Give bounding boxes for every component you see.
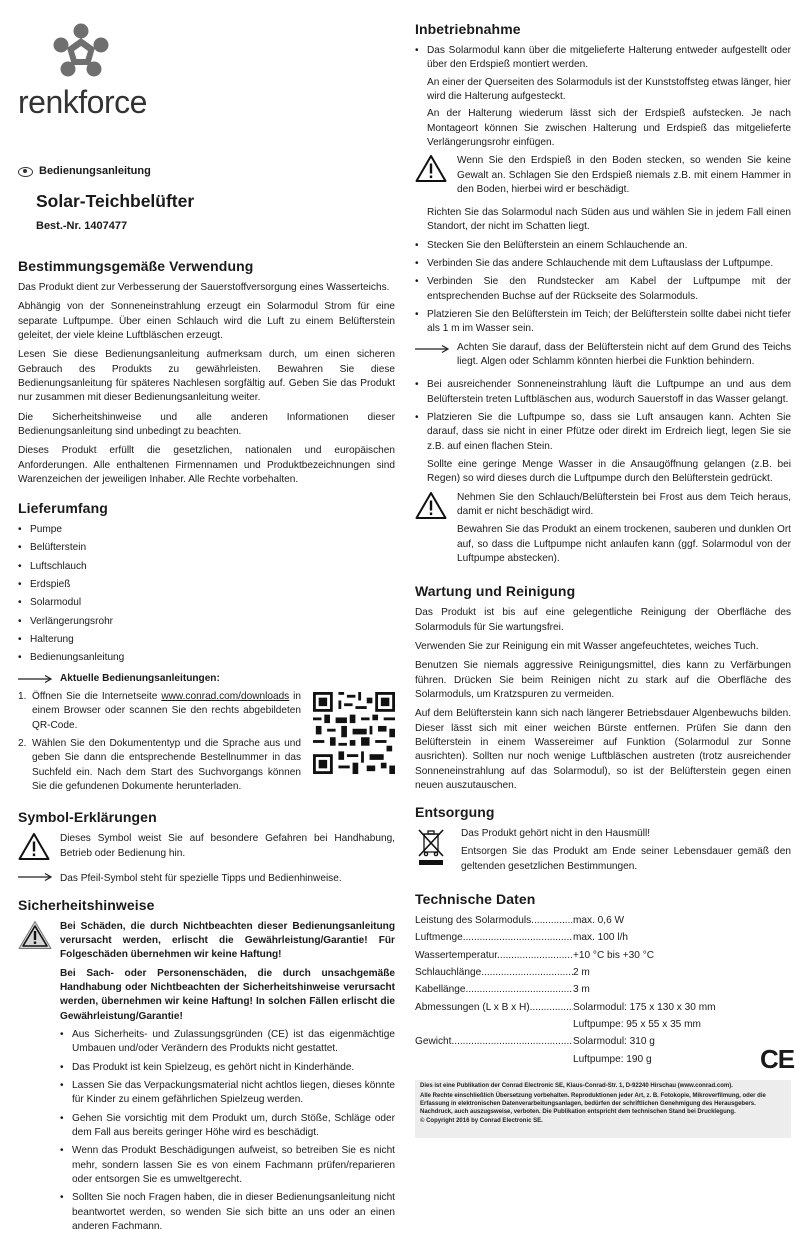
- intended-use-p3: Lesen Sie diese Bedienungsanleitung aufmerksam durch, um einen sicheren Gebrauch des Produkts zu gewährleisten. Bewahren Sie diese Bedienungsanleitung für späteres Nachlesen sorgfältig auf. Geben Sie das Produkt nur zusammen mit dieser Bedienungsanleitung weiter.: [18, 349, 395, 404]
- intended-use-heading: Bestimmungsgemäße Verwendung: [18, 258, 254, 275]
- arrow-icon: [415, 345, 449, 353]
- warning-triangle-icon: [18, 920, 52, 950]
- safety-warranty-note: Bei Schäden, die durch Nichtbeachten dieser Bedienungsanleitung verursacht werden, erlischt die Gewährleistung/Garantie! Für Folgeschäden übernehmen wir keine Haftung!: [60, 920, 395, 961]
- commissioning-list-1: [415, 44, 791, 150]
- table-row: Gewicht ..... Solarmodul: 310 g: [415, 1035, 791, 1049]
- renkforce-star-icon: [51, 22, 111, 82]
- safety-block: [18, 920, 395, 1239]
- list-item: • Das Solarmodul kann über die mitgelieferte Halterung entweder aufgestellt oder über den Erdspieß montiert werden. An einer der Querseiten des Solarmoduls ist der Kunststoffsteg etwas länger, hier wird die Halterung aufgesteckt. An der Halterung wiederum lässt sich der Erdspieß aufstecken. Je nach Montageort können Sie zwischen Halterung und Erdspieß das mitgelieferte Verlängerungsrohr einfügen.: [415, 44, 791, 150]
- list-item: 2. Wählen Sie den Dokumententyp und die Sprache aus und geben Sie dann die entsprechende Bestellnummer in das Suchfeld ein. Nach dem Start des Suchvorgangs können Sie die gefundenen Dokumente herunterladen.: [18, 738, 301, 792]
- warning-triangle-icon: [415, 154, 447, 183]
- list-item: 1. Öffnen Sie die Internetseite www.conrad.com/downloads in einem Browser oder scannen Sie den rechts abgebildeten QR-Code.: [18, 691, 301, 731]
- list-item: • Lassen Sie das Verpackungsmaterial nicht achtlos liegen, dieses könnte für Kinder zu einem gefährlichen Spielzeug werden.: [60, 1079, 395, 1108]
- tech-heading: Technische Daten: [415, 891, 536, 908]
- frost-warning-text: Nehmen Sie den Schlauch/Belüfterstein bei Frost aus dem Teich heraus, damit er nicht beschädigt wird.: [457, 491, 791, 518]
- arrow-icon: [18, 675, 52, 683]
- disposal-heading: Entsorgung: [415, 804, 495, 821]
- warning-triangle-icon: [18, 832, 50, 861]
- list-item: • Verbinden Sie das andere Schlauchende mit dem Luftauslass der Luftpumpe.: [415, 257, 791, 271]
- imprint-box: [415, 1080, 791, 1138]
- arrow-icon: [18, 873, 52, 881]
- spike-warning-text: Wenn Sie den Erdspieß in den Boden stecken, so wenden Sie keine Gewalt an. Schlagen Sie den Erdspieß niemals z.B. mit einem Hammer in den Boden, hierbei wird er beschädigt.: [457, 155, 791, 195]
- list-item: • Solarmodul: [18, 596, 395, 610]
- maintenance-p2: Verwenden Sie zur Reinigung ein mit Wasser angefeuchtetes, weiches Tuch.: [415, 640, 759, 652]
- list-item: • Gehen Sie vorsichtig mit dem Produkt um, durch Stöße, Schläge oder dem Fall aus bereits geringer Höhe wird es beschädigt.: [60, 1112, 395, 1141]
- intended-use-p5: Dieses Produkt erfüllt die gesetzlichen, nationalen und europäischen Anforderungen. Alle enthaltenen Firmennamen und Produktbezeichnungen sind Warenzeichen der jeweiligen Inhaber. Alle Rechte vorbehalten.: [18, 445, 395, 485]
- disposal-block: [415, 827, 791, 878]
- commissioning-list-2: [415, 239, 791, 337]
- imprint-rights: Alle Rechte einschließlich Übersetzung vorbehalten. Reproduktionen jeder Art, z. B. Fotokopie, Mikroverfilmung, oder die Erfassung in elektronischen Datenverarbeitungsanlagen, bedürfen der schriftlichen Genehmigung des Herausgebers. Nachdruck, auch auszugsweise, verboten. Die Publikation entspricht dem technischen Stand bei Drucklegung.: [420, 1092, 766, 1115]
- safety-heading: Sicherheitshinweise: [18, 896, 155, 913]
- commissioning-list-3: [415, 378, 791, 454]
- arrow-symbol-note: [18, 872, 395, 886]
- brand-logo: [18, 0, 395, 128]
- list-item: • Halterung: [18, 633, 395, 647]
- maintenance-heading: Wartung und Reinigung: [415, 583, 576, 600]
- list-item: • Aus Sicherheits- und Zulassungsgründen (CE) ist das eigenmächtige Umbauen und/oder Verändern des Produkts nicht gestattet.: [60, 1028, 395, 1057]
- latest-manuals-row: [18, 672, 395, 686]
- download-steps: [18, 690, 301, 798]
- commissioning-heading: Inbetriebnahme: [415, 21, 521, 37]
- table-row: Luftmenge ..... max. 100 l/h: [415, 931, 791, 945]
- frost-warning: [415, 491, 791, 571]
- list-item: • Stecken Sie den Belüfterstein an einem Schlauchende an.: [415, 239, 791, 253]
- list-item: • Das Produkt ist kein Spielzeug, es gehört nicht in Kinderhände.: [60, 1061, 395, 1075]
- imprint-publisher: Dies ist eine Publikation der Conrad Electronic SE, Klaus-Conrad-Str. 1, D-92240 Hirschau (www.conrad.com).: [420, 1083, 733, 1089]
- table-row: Schlauchlänge ..... 2 m: [415, 966, 791, 980]
- scope-list: [18, 523, 395, 666]
- list-item: • Luftschlauch: [18, 560, 395, 574]
- list-item: • Erdspieß: [18, 578, 395, 592]
- brand-name: renkforce: [18, 84, 147, 120]
- doc-type-row: [18, 164, 395, 180]
- disposal-p1: Das Produkt gehört nicht in den Hausmüll!: [461, 828, 651, 840]
- latest-manuals-title: Aktuelle Bedienungsanleitungen:: [60, 672, 220, 684]
- spike-warning: [415, 154, 791, 201]
- list-item: • Platzieren Sie die Luftpumpe so, dass sie Luft ansaugen kann. Achten Sie darauf, dass sie nicht in einer Pfütze oder direkt im Erdreich liegt, legen Sie sie z.B. auf einen flachen Stein.: [415, 411, 791, 454]
- stone-tip-text: Achten Sie darauf, dass der Belüfterstein nicht auf dem Grund des Teichs liegt. Algen oder Schlamm könnten hierbei die Funktion behindern.: [457, 341, 791, 368]
- ce-mark: CE: [760, 1044, 795, 1074]
- doc-type: Bedienungsanleitung: [39, 165, 151, 177]
- intended-use-p4: Die Sicherheitshinweise und alle anderen Informationen dieser Bedienungsanleitung sind unbedingt zu beachten.: [18, 411, 395, 437]
- list-item: • Platzieren Sie den Belüfterstein im Teich; der Belüfterstein sollte dabei nicht tiefer als 1 m im Wasser sein.: [415, 308, 791, 337]
- downloads-link[interactable]: www.conrad.com/downloads: [161, 691, 290, 703]
- list-item: • Bedienungsanleitung: [18, 651, 395, 665]
- list-item: • Wenn das Produkt Beschädigungen aufweist, so betreiben Sie es nicht mehr, sondern lassen Sie es von einem Fachmann prüfen/reparieren oder entsorgen Sie es umweltgerecht.: [60, 1144, 395, 1187]
- imprint-copyright: © Copyright 2016 by Conrad Electronic SE.: [420, 1117, 543, 1124]
- crossed-bin-icon: [415, 827, 447, 867]
- table-row: Abmessungen (L x B x H) ..... Solarmodul: 175 x 130 x 30 mm: [415, 1001, 791, 1015]
- warning-triangle-icon: [415, 491, 447, 520]
- list-item: • Sollten Sie noch Fragen haben, die in dieser Bedienungsanleitung nicht beantwortet werden, so wenden Sie sich bitte an uns oder an einen anderen Fachmann.: [60, 1191, 395, 1234]
- maintenance-p3: Benutzen Sie niemals aggressive Reinigungsmittel, dies kann zu Verfärbungen führen. Drücken Sie beim Reinigen nicht zu stark auf die Oberfläche des Solarmoduls, um Kratzspuren zu vermeiden.: [415, 660, 791, 700]
- safety-list: [60, 1028, 395, 1234]
- water-intake-note: Sollte eine geringe Menge Wasser in die Ansaugöffnung gelangen (z.B. bei Regen) so wird dieses durch die Luftpumpe durch den Belüfterstein gedrückt.: [427, 459, 791, 485]
- list-item: • Pumpe: [18, 523, 395, 537]
- storage-note: Bewahren Sie das Produkt an einem trockenen, sauberen und dunklen Ort auf, so dass die Luftpumpe nicht anlaufen kann (ggf. Solarmodul von der Luftpumpe abstecken).: [457, 524, 791, 565]
- page-title: Solar-Teichbelüfter: [36, 190, 195, 211]
- order-number: Best.-Nr. 1407477: [36, 220, 128, 233]
- spike-note: An der Halterung wiederum lässt sich der Erdspieß aufstecken. Je nach Montageort können Sie zwischen Halterung und Erdspieß das mitgelieferte Verlängerungsrohr einfügen.: [427, 108, 791, 148]
- table-row: Kabellänge ..... 3 m: [415, 983, 791, 997]
- list-item: • Verlängerungsrohr: [18, 615, 395, 629]
- safety-liability-note: Bei Sach- oder Personenschäden, die durch unsachgemäße Handhabung oder Nichtbeachten der Sicherheitshinweise verursacht werden, übernehmen wir keine Haftung! In solchen Fällen erlischt die Gewährleistung/Garantie!: [60, 967, 395, 1022]
- stone-tip: [415, 341, 791, 374]
- maintenance-p1: Das Produkt ist bis auf eine gelegentliche Reinigung der Oberfläche des Solarmoduls für Sie wartungsfrei.: [415, 607, 791, 633]
- eye-icon: [18, 167, 33, 177]
- intended-use-p2: Abhängig von der Sonneneinstrahlung erzeugt ein Solarmodul Strom für eine separate Luftpumpe. Über einen Schlauch wird die Luft zu einem Belüfterstein geleitet, der viele kleine Luftbläschen erzeugt.: [18, 301, 395, 341]
- table-row: Wassertemperatur ..... +10 °C bis +30 °C: [415, 949, 791, 963]
- arrow-symbol-text: Das Pfeil-Symbol steht für spezielle Tipps und Bedienhinweise.: [60, 872, 342, 884]
- disposal-p2: Entsorgen Sie das Produkt am Ende seiner Lebensdauer gemäß den geltenden gesetzlichen Bestimmungen.: [461, 846, 791, 872]
- table-row: Leistung des Solarmoduls ..... max. 0,6 W: [415, 914, 791, 928]
- table-row: Luftpumpe: 95 x 55 x 35 mm: [573, 1018, 701, 1030]
- list-item: • Bei ausreichender Sonneneinstrahlung läuft die Luftpumpe an und aus dem Belüfterstein treten Luftbläschen aus, wodurch Sauerstoff in das Wasser gelangt.: [415, 378, 791, 407]
- scope-heading: Lieferumfang: [18, 500, 108, 517]
- bracket-note: An einer der Querseiten des Solarmoduls ist der Kunststoffsteg etwas länger, hier wird die Halterung aufgesteckt.: [427, 76, 791, 102]
- maintenance-p4: Auf dem Belüfterstein kann sich nach längerer Betriebsdauer Algenbewuchs bilden. Dieser lässt sich mit einer weichen Bürste entfernen. Prüfen Sie dann den Belüfterstein in einem Wassereimer auf Funktion (Solarmodul zur Sonne ausrichten). Sollten nur noch wenige Luftbläschen austreten (trotz ausreichender Sonneneinstrahlung auf das Solarmodul), so ist der Belüfterstein gegen einen neuen auszutauschen.: [415, 708, 791, 791]
- list-item: • Verbinden Sie den Rundstecker am Kabel der Luftpumpe mit der entsprechenden Buchse auf der Rückseite des Solarmoduls.: [415, 275, 791, 304]
- warning-symbol-text: Dieses Symbol weist Sie auf besondere Gefahren bei Handhabung, Betrieb oder Bedienung hin.: [60, 833, 395, 859]
- warning-symbol-note: [18, 832, 395, 866]
- south-orientation-note: Richten Sie das Solarmodul nach Süden aus und wählen Sie in jedem Fall einen Standort, der nicht im Schatten liegt.: [427, 207, 791, 233]
- intended-use-p1: Das Produkt dient zur Verbesserung der Sauerstoffversorgung eines Wasserteichs.: [18, 281, 390, 293]
- table-row: Luftpumpe: 190 g: [573, 1053, 652, 1065]
- list-item: • Belüfterstein: [18, 541, 395, 555]
- symbols-heading: Symbol-Erklärungen: [18, 809, 157, 826]
- qr-code[interactable]: [313, 692, 395, 798]
- tech-table: [415, 914, 791, 1067]
